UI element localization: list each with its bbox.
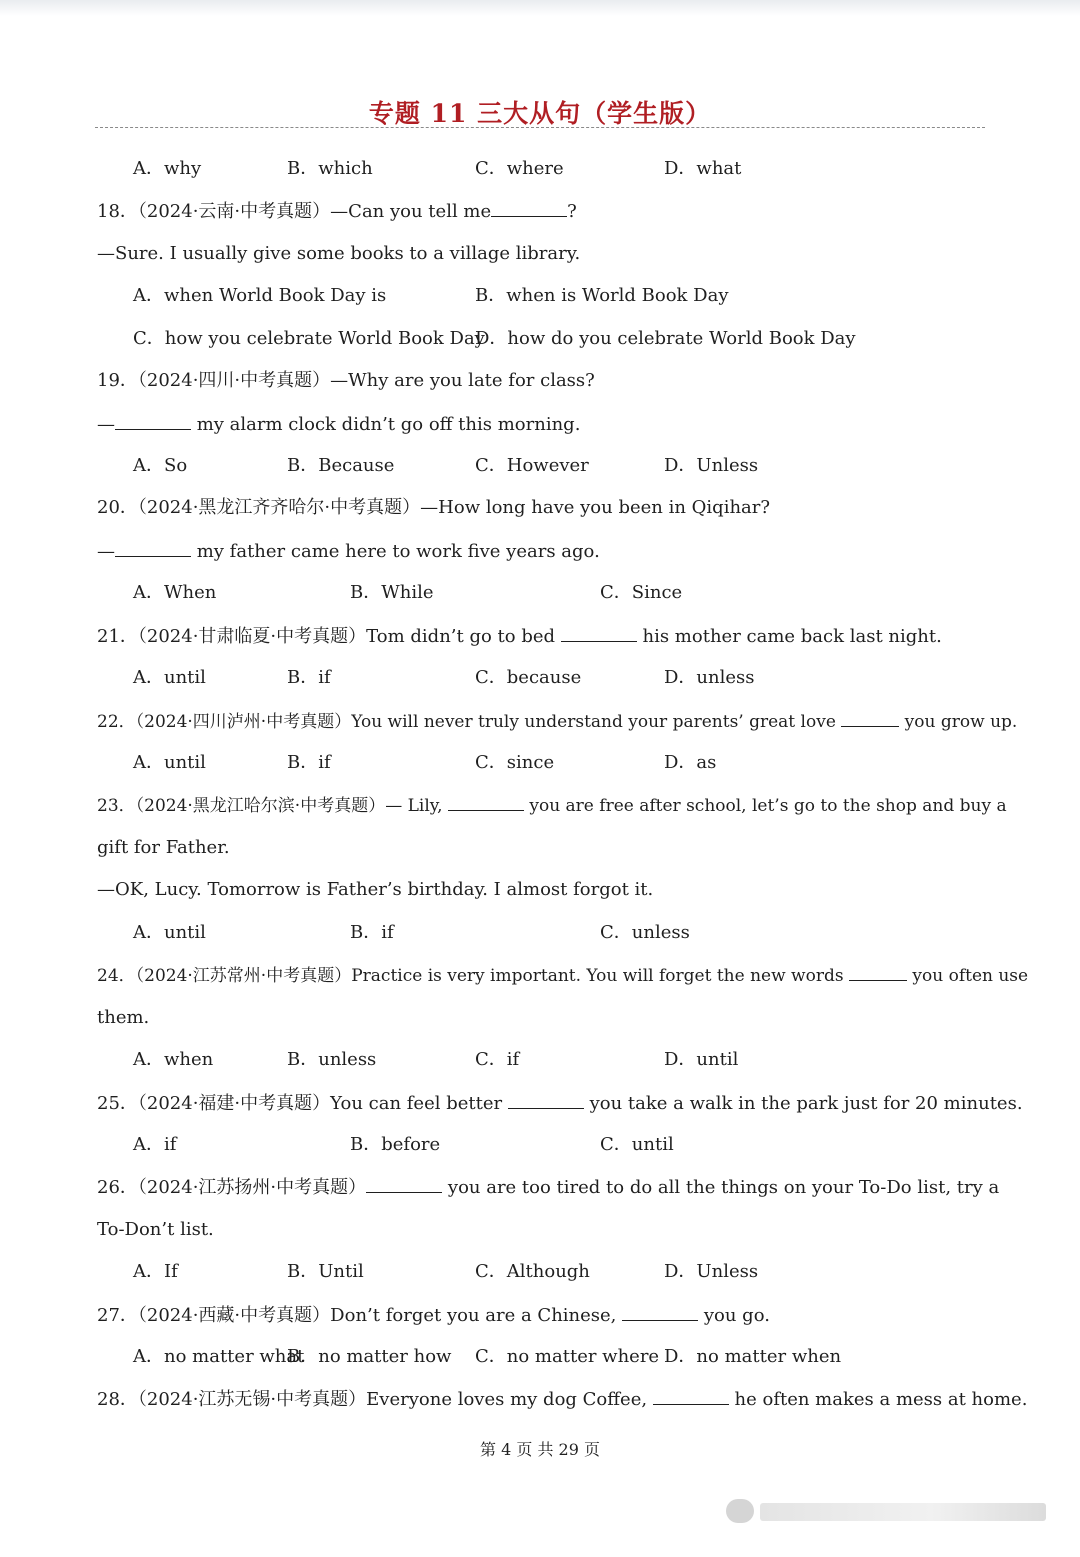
q19-response xyxy=(97,412,580,437)
q22-option-b: B．if xyxy=(287,752,331,773)
question-23 xyxy=(97,793,1007,818)
header-divider xyxy=(95,127,985,128)
page-footer: 第 4 页 共 29 页 xyxy=(480,1440,600,1459)
q24-option-b: B．unless xyxy=(287,1049,377,1070)
question-18 xyxy=(97,199,577,224)
q20-option-a: A．When xyxy=(133,582,217,603)
q22-option-c: C．since xyxy=(475,752,555,773)
answer-blank xyxy=(115,412,191,430)
question-28 xyxy=(97,1387,1027,1412)
question-25 xyxy=(97,1091,1023,1116)
question-27 xyxy=(97,1303,770,1328)
q25-option-c: C．until xyxy=(600,1134,674,1155)
q19-option-b: B．Because xyxy=(287,455,395,476)
question-number: 24． xyxy=(97,966,136,986)
q27-option-b: B．no matter how xyxy=(287,1346,452,1367)
question-stem-end: you take a walk in the park just for 20 minutes. xyxy=(583,1093,1023,1114)
top-edge xyxy=(0,0,1080,16)
question-number: 22． xyxy=(97,712,136,732)
q23-option-b: B．if xyxy=(350,922,394,943)
answer-blank xyxy=(448,793,524,811)
q19-option-d: D．Unless xyxy=(664,455,759,476)
q21-option-a: A．until xyxy=(133,667,206,688)
question-number: 27． xyxy=(97,1305,138,1326)
question-stem: Practice is very important. You will forget the new words xyxy=(351,966,849,986)
question-number: 26． xyxy=(97,1177,138,1198)
q23-stem-continued: gift for Father. xyxy=(97,837,230,858)
answer-blank xyxy=(491,199,567,217)
q25-option-b: B．before xyxy=(350,1134,441,1155)
q18-option-b: B．when is World Book Day xyxy=(475,285,729,306)
question-number: 21． xyxy=(97,626,138,647)
question-stem-end: you are free after school, let’s go to the shop and buy a xyxy=(523,796,1007,816)
q17-option-b: B．which xyxy=(287,158,373,179)
q26-option-b: B．Until xyxy=(287,1261,364,1282)
question-source: （2024·黑龙江哈尔滨·中考真题） xyxy=(135,796,386,816)
q24-option-c: C．if xyxy=(475,1049,520,1070)
question-number: 25． xyxy=(97,1093,138,1114)
question-stem: —Can you tell me xyxy=(330,201,492,222)
chat-bubble-icon xyxy=(726,1499,754,1523)
question-stem: you are too tired to do all the things on your To-Do list, try a xyxy=(442,1177,1000,1198)
question-stem: Tom didn’t go to bed xyxy=(366,626,561,647)
question-number: 28． xyxy=(97,1389,138,1410)
question-number: 23． xyxy=(97,796,136,816)
q27-option-a: A．no matter what xyxy=(133,1346,305,1367)
q21-option-d: D．unless xyxy=(664,667,755,688)
question-source: （2024·甘肃临夏·中考真题） xyxy=(137,626,367,647)
watermark-bar xyxy=(760,1503,1046,1521)
question-stem-end: you grow up. xyxy=(899,712,1018,732)
q18-option-d: D．how do you celebrate World Book Day xyxy=(475,328,856,349)
question-20 xyxy=(97,496,770,520)
question-number: 20． xyxy=(97,497,138,518)
dash: — xyxy=(97,541,115,562)
question-stem: —How long have you been in Qiqihar? xyxy=(420,497,771,518)
question-stem-end: he often makes a mess at home. xyxy=(728,1389,1028,1410)
question-source: （2024·四川泸州·中考真题） xyxy=(135,712,352,732)
watermark xyxy=(726,1497,1046,1531)
q20-option-c: C．Since xyxy=(600,582,683,603)
answer-blank xyxy=(508,1091,584,1109)
question-21 xyxy=(97,624,942,649)
q22-option-a: A．until xyxy=(133,752,206,773)
q18-option-c: C．how you celebrate World Book Day xyxy=(133,328,485,349)
q18-option-a: A．when World Book Day is xyxy=(133,285,387,306)
q23-option-a: A．until xyxy=(133,922,206,943)
answer-blank xyxy=(622,1303,698,1321)
question-stem: Everyone loves my dog Coffee, xyxy=(366,1389,653,1410)
question-stem: You can feel better xyxy=(330,1093,508,1114)
question-number: 18． xyxy=(97,201,138,222)
q21-option-c: C．because xyxy=(475,667,582,688)
question-stem: You will never truly understand your parents’ great love xyxy=(351,712,842,732)
question-stem-end: you go. xyxy=(698,1305,770,1326)
answer-blank xyxy=(561,624,637,642)
q17-option-d: D．what xyxy=(664,158,742,179)
response-text: my alarm clock didn’t go off this morning. xyxy=(191,414,581,435)
q26-option-d: D．Unless xyxy=(664,1261,759,1282)
question-number: 19． xyxy=(97,370,138,391)
question-source: （2024·福建·中考真题） xyxy=(137,1093,331,1114)
q27-option-c: C．no matter where xyxy=(475,1346,660,1367)
q21-option-b: B．if xyxy=(287,667,331,688)
answer-blank xyxy=(115,539,191,557)
answer-blank xyxy=(841,709,899,727)
q23-response: —OK, Lucy. Tomorrow is Father’s birthday. I almost forgot it. xyxy=(97,879,654,900)
q24-option-a: A．when xyxy=(133,1049,214,1070)
q17-option-a: A．why xyxy=(133,158,202,179)
answer-blank xyxy=(849,963,907,981)
question-source: （2024·江苏常州·中考真题） xyxy=(135,966,352,986)
question-source: （2024·江苏无锡·中考真题） xyxy=(137,1389,367,1410)
question-stem-end: his mother came back last night. xyxy=(636,626,942,647)
q26-stem-continued: To-Don’t list. xyxy=(97,1219,214,1240)
q24-option-d: D．until xyxy=(664,1049,739,1070)
q18-response: —Sure. I usually give some books to a village library. xyxy=(97,243,581,264)
question-source: （2024·西藏·中考真题） xyxy=(137,1305,331,1326)
dash: — xyxy=(97,414,115,435)
question-source: （2024·云南·中考真题） xyxy=(137,201,331,222)
q27-option-d: D．no matter when xyxy=(664,1346,842,1367)
q20-option-b: B．While xyxy=(350,582,434,603)
answer-blank xyxy=(653,1387,729,1405)
q19-option-c: C．However xyxy=(475,455,589,476)
q24-stem-continued: them. xyxy=(97,1007,150,1028)
q25-option-a: A．if xyxy=(133,1134,177,1155)
question-22 xyxy=(97,709,1017,734)
q23-option-c: C．unless xyxy=(600,922,690,943)
answer-blank xyxy=(366,1175,442,1193)
question-19 xyxy=(97,369,595,393)
question-stem-end: ? xyxy=(567,201,577,222)
question-source: （2024·黑龙江齐齐哈尔·中考真题） xyxy=(137,497,421,518)
question-24 xyxy=(97,963,1028,988)
question-stem: Don’t forget you are a Chinese, xyxy=(330,1305,623,1326)
question-source: （2024·江苏扬州·中考真题） xyxy=(137,1177,367,1198)
question-26 xyxy=(97,1175,999,1200)
page-title: 专题 11 三大从句（学生版） xyxy=(368,99,712,128)
question-stem: —Why are you late for class? xyxy=(330,370,595,391)
q19-option-a: A．So xyxy=(133,455,188,476)
question-stem: — Lily, xyxy=(385,796,448,816)
question-stem-end: you often use xyxy=(906,966,1029,986)
q26-option-c: C．Although xyxy=(475,1261,590,1282)
q22-option-d: D．as xyxy=(664,752,717,773)
q17-option-c: C．where xyxy=(475,158,564,179)
q26-option-a: A．If xyxy=(133,1261,178,1282)
q20-response xyxy=(97,539,600,564)
question-source: （2024·四川·中考真题） xyxy=(137,370,331,391)
response-text: my father came here to work five years ago. xyxy=(191,541,600,562)
